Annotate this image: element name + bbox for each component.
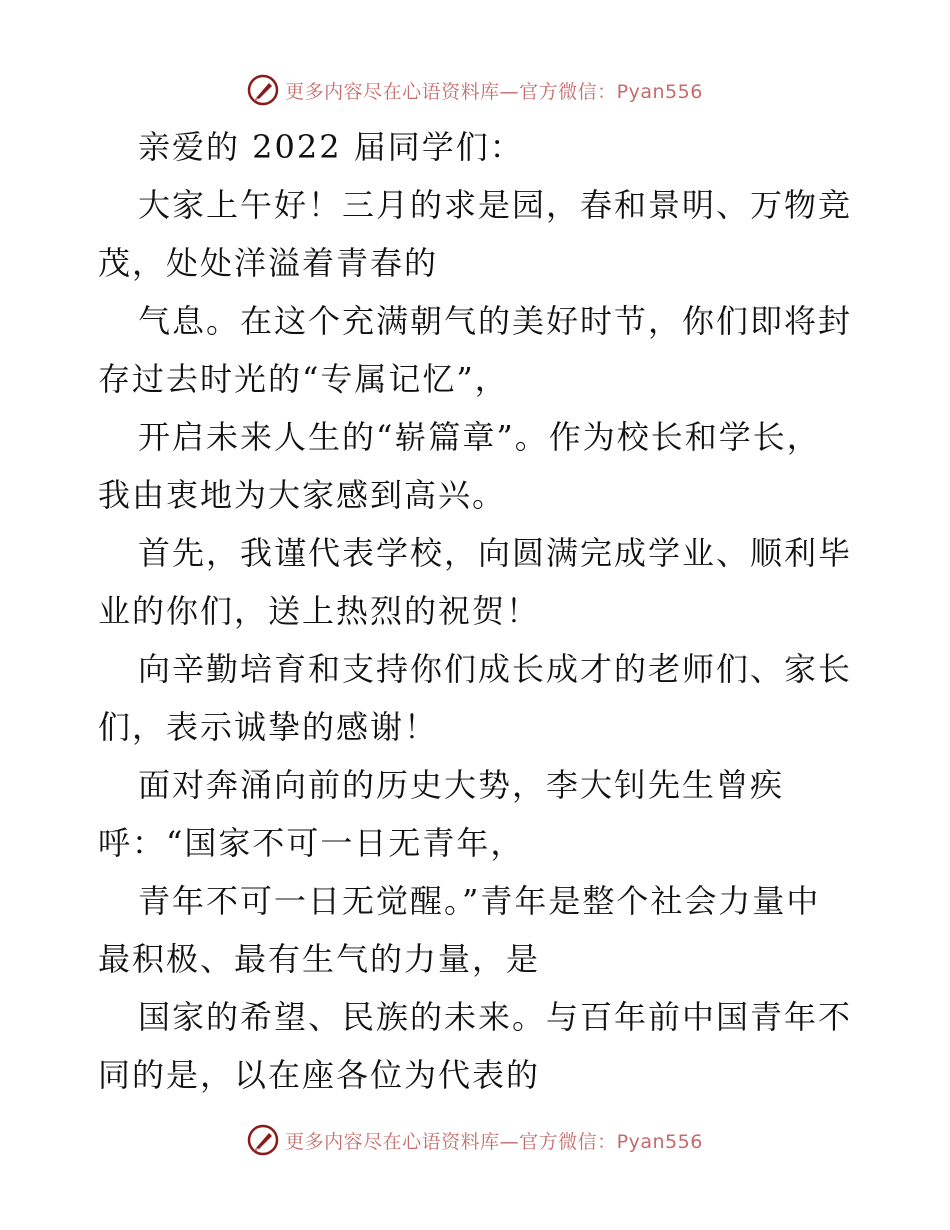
header-banner xyxy=(0,70,950,110)
footer-banner-text xyxy=(285,1127,703,1154)
body-line: 向辛勤培育和支持你们成长成才的老师们、家长 xyxy=(138,650,853,688)
body-line: 面对奔涌向前的历史大势，李大钊先生曾疾 xyxy=(138,766,785,804)
quill-pen-logo-icon xyxy=(247,1124,279,1156)
body-line: 首先，我谨代表学校，向圆满完成学业、顺利毕 xyxy=(138,534,853,572)
body-line: 大家上午好！三月的求是园，春和景明、万物竞 xyxy=(138,186,853,224)
body-line: 气息。在这个充满朝气的美好时节，你们即将封 xyxy=(138,302,853,340)
body-line: 呼：“国家不可一日无青年， xyxy=(98,824,525,862)
footer-banner xyxy=(0,1120,950,1160)
body-line: 同的是，以在座各位为代表的 xyxy=(98,1056,541,1094)
body-line: 青年不可一日无觉醒。”青年是整个社会力量中 xyxy=(138,882,821,920)
body-line: 茂，处处洋溢着青春的 xyxy=(98,244,439,282)
body-line: 业的你们，送上热烈的祝贺！ xyxy=(98,592,541,630)
body-line: 亲爱的 2022 届同学们： xyxy=(138,128,524,166)
header-banner-label: 更多内容尽在心语资料库—官方微信： xyxy=(285,80,617,103)
quill-pen-logo-icon xyxy=(247,74,279,106)
body-line: 国家的希望、民族的未来。与百年前中国青年不 xyxy=(138,998,853,1036)
body-line: 开启未来人生的“崭篇章”。作为校长和学长， xyxy=(138,418,821,456)
footer-banner-label: 更多内容尽在心语资料库—官方微信： xyxy=(285,1130,617,1153)
header-banner-text xyxy=(285,77,703,104)
body-line: 我由衷地为大家感到高兴。 xyxy=(98,476,507,514)
document-body xyxy=(98,118,858,1104)
body-line: 们，表示诚挚的感谢！ xyxy=(98,708,439,746)
body-line: 最积极、最有生气的力量，是 xyxy=(98,940,541,978)
footer-banner-handle: Pyan556 xyxy=(616,1130,703,1153)
body-line: 存过去时光的“专属记忆”， xyxy=(98,360,509,398)
header-banner-handle: Pyan556 xyxy=(616,80,703,103)
